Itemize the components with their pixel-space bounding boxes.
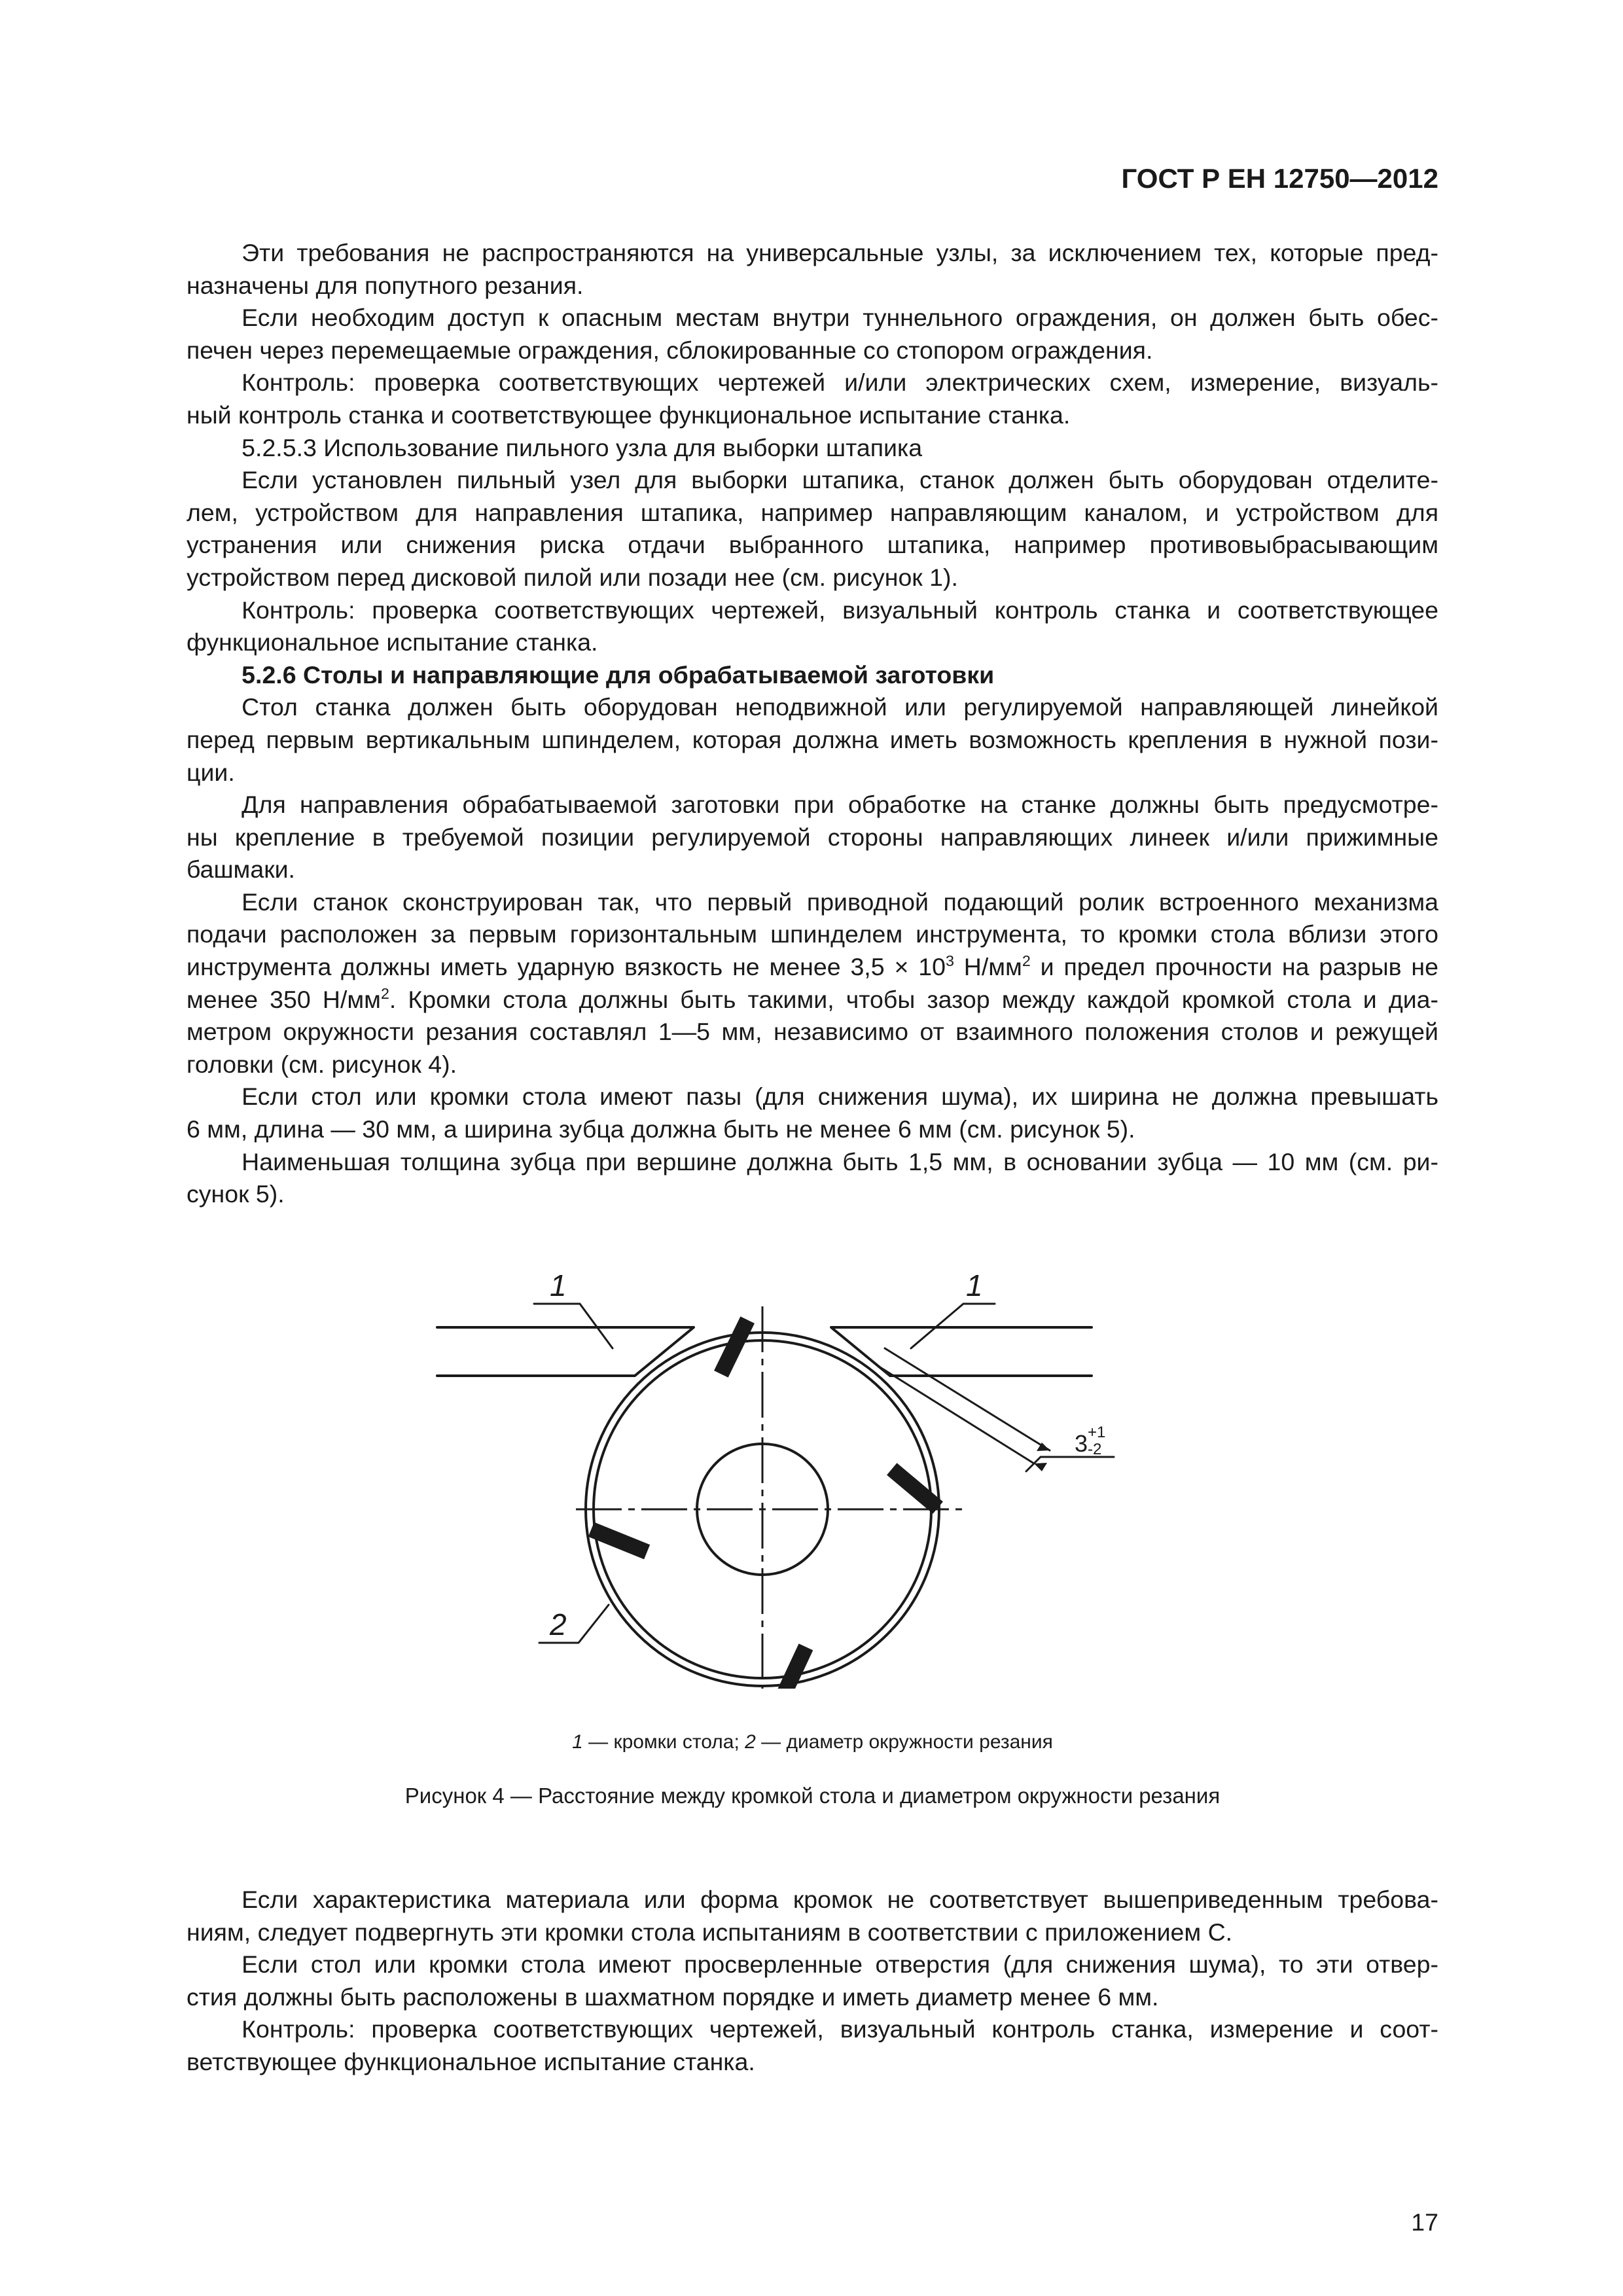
text-line: Контроль: проверка соответствующих чертежей, визуальный контроль станка и соответствующее bbox=[241, 596, 1438, 624]
dimension-line bbox=[885, 1348, 1050, 1450]
text-run: . Кромки стола должны быть такими, чтобы зазор между каждой кромкой стола и диа- bbox=[389, 985, 1438, 1013]
text-line: ветствующее функциональное испытание станка. bbox=[187, 2047, 755, 2075]
text-line: печен через перемещаемые ограждения, сблокированные со стопором ограждения. bbox=[187, 336, 1153, 364]
text-line: перед первым вертикальным шпинделем, которая должна иметь возможность крепления в нужной пози- bbox=[187, 725, 1438, 753]
legend-text: — диаметр окружности резания bbox=[755, 1731, 1053, 1753]
label-table-edge-right: 1 bbox=[966, 1268, 983, 1302]
text-line: башмаки. bbox=[187, 855, 295, 884]
standard-designation: ГОСТ Р ЕН 12750—2012 bbox=[1121, 163, 1438, 194]
text-line bbox=[187, 984, 1438, 1016]
text-line: Контроль: проверка соответствующих чертежей и/или электрических схем, измерение, визуаль- bbox=[241, 368, 1438, 397]
text-line: функциональное испытание станка. bbox=[187, 628, 598, 656]
text-line: метром окружности резания составлял 1—5 мм, независимо от взаимного положения столов и режущей bbox=[187, 1018, 1438, 1046]
text-line: Эти требования не распространяются на универсальные узлы, за исключением тех, которые пред- bbox=[241, 239, 1438, 266]
body-text-bottom bbox=[187, 1884, 1438, 2079]
dimension-arrow bbox=[1034, 1463, 1047, 1471]
body-text-top bbox=[187, 237, 1438, 1211]
figure-4 bbox=[419, 1257, 1152, 1689]
legend-key: 1 bbox=[572, 1731, 583, 1753]
text-line: Для направления обрабатываемой заготовки при обработке на станке должны быть предусмотре- bbox=[241, 791, 1438, 819]
dimension-value: 3 bbox=[1075, 1430, 1088, 1457]
superscript: 3 bbox=[945, 952, 954, 970]
text-line: Если стол или кромки стола имеют просверленные отверстия (для снижения шума), то эти отвер- bbox=[241, 1950, 1438, 1979]
label-table-edge-left: 1 bbox=[550, 1268, 567, 1302]
text-line: стия должны быть расположены в шахматном порядке и иметь диаметр менее 6 мм. bbox=[187, 1982, 1159, 2011]
text-line: назначены для попутного резания. bbox=[187, 271, 584, 299]
label-cutting-circle: 2 bbox=[550, 1607, 567, 1641]
text-line bbox=[187, 951, 1438, 984]
legend-text: — кромки стола; bbox=[582, 1731, 745, 1753]
text-line: устройством перед дисковой пилой или позади нее (см. рисунок 1). bbox=[187, 563, 958, 591]
figure-caption: Рисунок 4 — Расстояние между кромкой стола и диаметром окружности резания bbox=[404, 1784, 1221, 1808]
text-line: Наименьшая толщина зубца при вершине должна быть 1,5 мм, в основании зубца — 10 мм (см. ри- bbox=[241, 1147, 1438, 1175]
dimension-tolerance-upper: +1 bbox=[1088, 1424, 1106, 1441]
page-number: 17 bbox=[1411, 2208, 1438, 2236]
text-line: Если стол или кромки стола имеют пазы (для снижения шума), их ширина не должна превышать bbox=[241, 1083, 1438, 1111]
text-line: Если станок сконструирован так, что первый приводной подающий ролик встроенного механизма bbox=[241, 888, 1438, 916]
text-line: ный контроль станка и соответствующее функциональное испытание станка. bbox=[187, 401, 1071, 429]
text-line: сунок 5). bbox=[187, 1180, 285, 1208]
text-line: ции. bbox=[187, 758, 235, 786]
text-line: Контроль: проверка соответствующих чертежей, визуальный контроль станка, измерение и соот- bbox=[241, 2015, 1438, 2043]
subclause-heading: 5.2.5.3 Использование пильного узла для выборки штапика bbox=[241, 433, 923, 461]
text-line: ниям, следует подвергнуть эти кромки стола испытаниям в соответствии с приложением С. bbox=[187, 1918, 1233, 1946]
figure-4-drawing bbox=[419, 1257, 1152, 1689]
superscript: 2 bbox=[380, 984, 389, 1002]
text-line: головки (см. рисунок 4). bbox=[187, 1050, 457, 1078]
text-line: Стол станка должен быть оборудован неподвижной или регулируемой направляющей линейкой bbox=[241, 693, 1438, 721]
text-run: инструмента должны иметь ударную вязкость не менее 3,5 × 10 bbox=[187, 953, 946, 981]
text-line: Если установлен пильный узел для выборки штапика, станок должен быть оборудован отделите- bbox=[241, 466, 1438, 494]
text-run: Н/мм bbox=[954, 953, 1022, 981]
text-line: подачи расположен за первым горизонтальным шпинделем инструмента, то кромки стола вблизи этого bbox=[187, 920, 1438, 948]
clause-heading: 5.2.6 Столы и направляющие для обрабатываемой заготовки bbox=[241, 660, 995, 689]
superscript: 2 bbox=[1022, 952, 1031, 970]
text-run: менее 350 Н/мм bbox=[187, 985, 381, 1013]
legend-key: 2 bbox=[745, 1731, 756, 1753]
text-line: Если необходим доступ к опасным местам внутри туннельного ограждения, он должен быть обес- bbox=[241, 304, 1438, 332]
knife-bottom bbox=[774, 1643, 813, 1689]
text-line: ны крепление в требуемой позиции регулируемой стороны направляющих линеек и/или прижимные bbox=[187, 823, 1438, 851]
text-line: устранения или снижения риска отдачи выбранного штапика, например противовыбрасывающим bbox=[187, 531, 1438, 559]
text-line: 6 мм, длина — 30 мм, а ширина зубца должна быть не менее 6 мм (см. рисунок 5). bbox=[187, 1115, 1135, 1143]
figure-legend bbox=[187, 1729, 1438, 1755]
text-line: Если характеристика материала или форма кромок не соответствует вышеприведенным требова- bbox=[241, 1886, 1438, 1913]
text-run: и предел прочности на разрыв не bbox=[1030, 953, 1439, 981]
text-line: лем, устройством для направления штапика, например направляющим каналом, и устройством для bbox=[187, 498, 1438, 526]
dimension-tolerance-lower: -2 bbox=[1088, 1441, 1102, 1458]
